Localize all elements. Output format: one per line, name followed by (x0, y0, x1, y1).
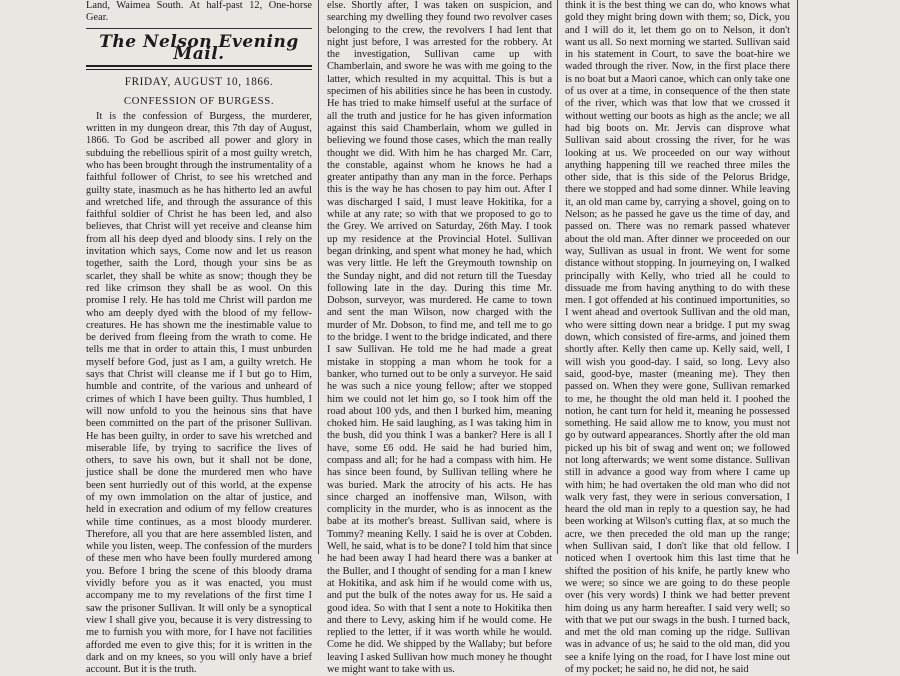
article-body (327, 0, 552, 676)
column-3 (565, 0, 790, 676)
article-paragraph: else. Shortly after, I was taken on suspicion, and searching my dwelling they found two revolver cases belonging to the crew, the revolvers I had lent that night just before, I was arrested for the robbery. At the investigation, Sullivan came up with Chamberlain, and swore he was with me going to the latter, which resulted in my acquittal. This is but a specimen of his abilities since he has been in custody. He has tried to make himself useful at the surface of all the truth and justice for he has given information against this said Chamberlain, whom we gulled in believing we found those cases, which the man really thought we did. With him he has charged Mr. Carr, the constable, against whom he knows he had a greater antipathy than any man in the force. Perhaps this is the way he has chosen to pay him out. After I was discharged I said, I must leave Hokitika, for a while at any rate; so with that we proposed to go to the Grey. We arrived on Saturday, 26th May. I took up my residence at the Provincial Hotel. Sullivan began drinking, and spent what money he had, which was very little. He left the Greymouth township on the Sunday night, and did not return till the Tuesday following late in the day. During this time Mr. Dobson, surveyor, was murdered. He came to town and sent the man Wilson, now charged with the murder of Mr. Dobson, to find me, and tell me to go to the bridge. I went to the bridge indicated, and there I saw Sullivan. He told me he had made a great mistake in stopping a man whom he took for a banker, who turned out to be only a surveyor. He said he was such a nice young fellow; after we stopped him we could not let him go, so I took him off the road about 100 yds, and then I burked him, meaning choked him. He said laughing, as I was taking him in the bush, did you think I was a banker? Here is all I have, some £6 odd. He said he had buried him, compass and all; for he had a compass with him. He has since been found, by Sullivan telling where he was buried. Mark the atrocity of his acts. He has since charged an inoffensive man, Wilson, with complicity in the murder, who is as innocent as the babe at its mother's breast. Sullivan said, where is Tommy? meaning Kelly. I said he is over at Cobden. Well, he said, what is to be done? I told him that since he had been away I had heard there was a banker at the Buller, and I thought of sending for a man I knew at Hokitika, and ask him if he would come with us, and put the bulk of the notes away for us. He said a good idea. So with that I sent a note to Hokitika then and there to Levy, asking him if he would come. He replied to the letter, if it was worth while he would. Come he did. We shipped by the Wallaby; but before leaving I asked Sullivan how much money he thought we might want to take with us. (327, 0, 552, 676)
masthead-rule (86, 65, 312, 70)
dateline: FRIDAY, AUGUST 10, 1866. (124, 76, 274, 89)
column-rule (557, 0, 558, 554)
advertisement-snippet: Land, Waimea South. At half-past 12, One-horse Gear. (86, 0, 312, 24)
column-rule (318, 0, 319, 554)
divider (86, 28, 312, 29)
article-body (565, 0, 790, 676)
column-rule (797, 0, 798, 554)
column-2 (327, 0, 552, 676)
article-paragraph: It is the confession of Burgess, the murderer, written in my dungeon drear, this 7th day of August, 1866. To God be ascribed all power and glory in subduing the rebellious spirit of a most guilty wretch, who has been brought through the instrumentality of a faithful follower of Christ, to see his wretched and guilty state, inasmuch as he has hitherto led an awful and wretched life, and through the assurance of this faithful soldier of Christ he has been led, and also believes, that Christ will yet receive and cleanse him from all his deep dyed and bloody sins. I rely on the invitation which says, Come now and let us reason together, saith the Lord, though your sins be as scarlet, they shall be white as snow; though they be red like crimson they shall be as wool. On this promise I rely. He has told me Christ will pardon me who am deeply dyed with the blood of my fellow-creatures. He has shown me the inestimable value to be derived from fleeing from the wrath to come. He tells me that in order to attain this, I must unburden myself before God, just as I am, a guilty wretch. He says that Christ will cleanse me if I but go to Him, humble and contrite, of the various and unheard of crimes of which I have been guilty. Thus humbled, I will now unfold to you the heinous sins that have been committed on the part of the prisoner Sullivan. He has been guilty, in order to save his wretched and miserable life, by trying to sacrifice the lives of others, to save his own, but it shall not be done, justice shall be done the murdered men who have been sent hurriedly out of this world, at the expense of my own immolation on the altar of justice, and held in execration and odium of my fellow creatures while time continues, as a most bloody murderer. Therefore, all you that are here assembled listen, and while you listen, weep. The confession of the murders of these men who have been foully murdered among you. Before I bring the scene of this bloody drama vividly before you as it was enacted, you must accompany me to my revelations of the first time I saw the prisoner Sullivan. It will only be a synoptical view I shall give you, because it is very distressing to me to furnish you with more, for I have not facilities afforded me even to give this; for it is written in the dark and on my knees, so you will only have a brief account. But it is the truth. (86, 110, 312, 676)
article-headline: CONFESSION OF BURGESS. (123, 95, 275, 108)
column-1 (86, 0, 312, 676)
article-paragraph: think it is the best thing we can do, who knows what gold they might bring down with them; so, Dick, you and I will do it, let them go on to Nelson, it don't want us all. So next morning we started. Sullivan said in his statement in Court, to save the boat-hire we waded through the river. Now, in the first place there is no boat but a Maori canoe, which can only take one of us over at a time, in consequence of the then state of the river, which was that low that we crossed it without wetting our boots as high as the ancle; we all had big boots on. Mr. Jervis can disprove what Sullivan said about crossing the river, for he was looking at us. We proceeded on our way without anything happening till we reached three miles the other side, that is this side of the Pelorus Bridge, there we stopped and had some dinner. While leaving it, an old man came by, carrying a shovel, going on to Nelson; as he passed he gave us the time of day, and passed on. There was no remark passed whatever about the old man. After dinner we proceeded on our way, Sullivan as usual in front. We went for some distance without stopping. In journeying on, I walked principally with Kelly, who tried all he could to dissuade me from having anything to do with these men. I got offended at his continued importunities, so I went ahead and overtook Sullivan and the old man, who were sitting down near a bridge. I put my swag down, which consisted of fire-arms, and joined them shortly after. Kelly then came up. Kelly said, well, I will wish you good-day. I said, so long. Levy also said, good-bye, master (meaning me). They then passed on. When they were gone, Sullivan remarked to me, he thought the old man held it. I poohed the notion, he cant turn for held it, meaning he possessed something. He said allow me to know, you must not go by outward appearances. Shortly after the old man picked up his bit of swag and went on; we followed not long afterwards; we went some distance. Sullivan still in advance a good way from where I came up with him; he had overtaken the old man who did not walk very fast, they were in serious conversation, I heard the old man in reply to a question say, he had been working at Wilson's cutting flax, at so much the acre, we then preceded the old man up the range; when Sullivan said, I don't like that old fellow. I noticed when I overtook him this last time that he shifted the position of his knife, he partly knew who we were; so since we are going to do these people over (his very words) I think we had better prevent him doing us any harm hereafter. I said very well; so with that we put our swags in the bush. I turned back, and met the old man coming up the ridge. Sullivan was in advance of us; he said to the old man, did you see a knife lying on the road, for I have lost mine out of my pocket; he said no, he did not, he said (565, 0, 790, 676)
article-body (86, 111, 312, 676)
newspaper-masthead: The Nelson Evening Mail. (99, 31, 299, 64)
